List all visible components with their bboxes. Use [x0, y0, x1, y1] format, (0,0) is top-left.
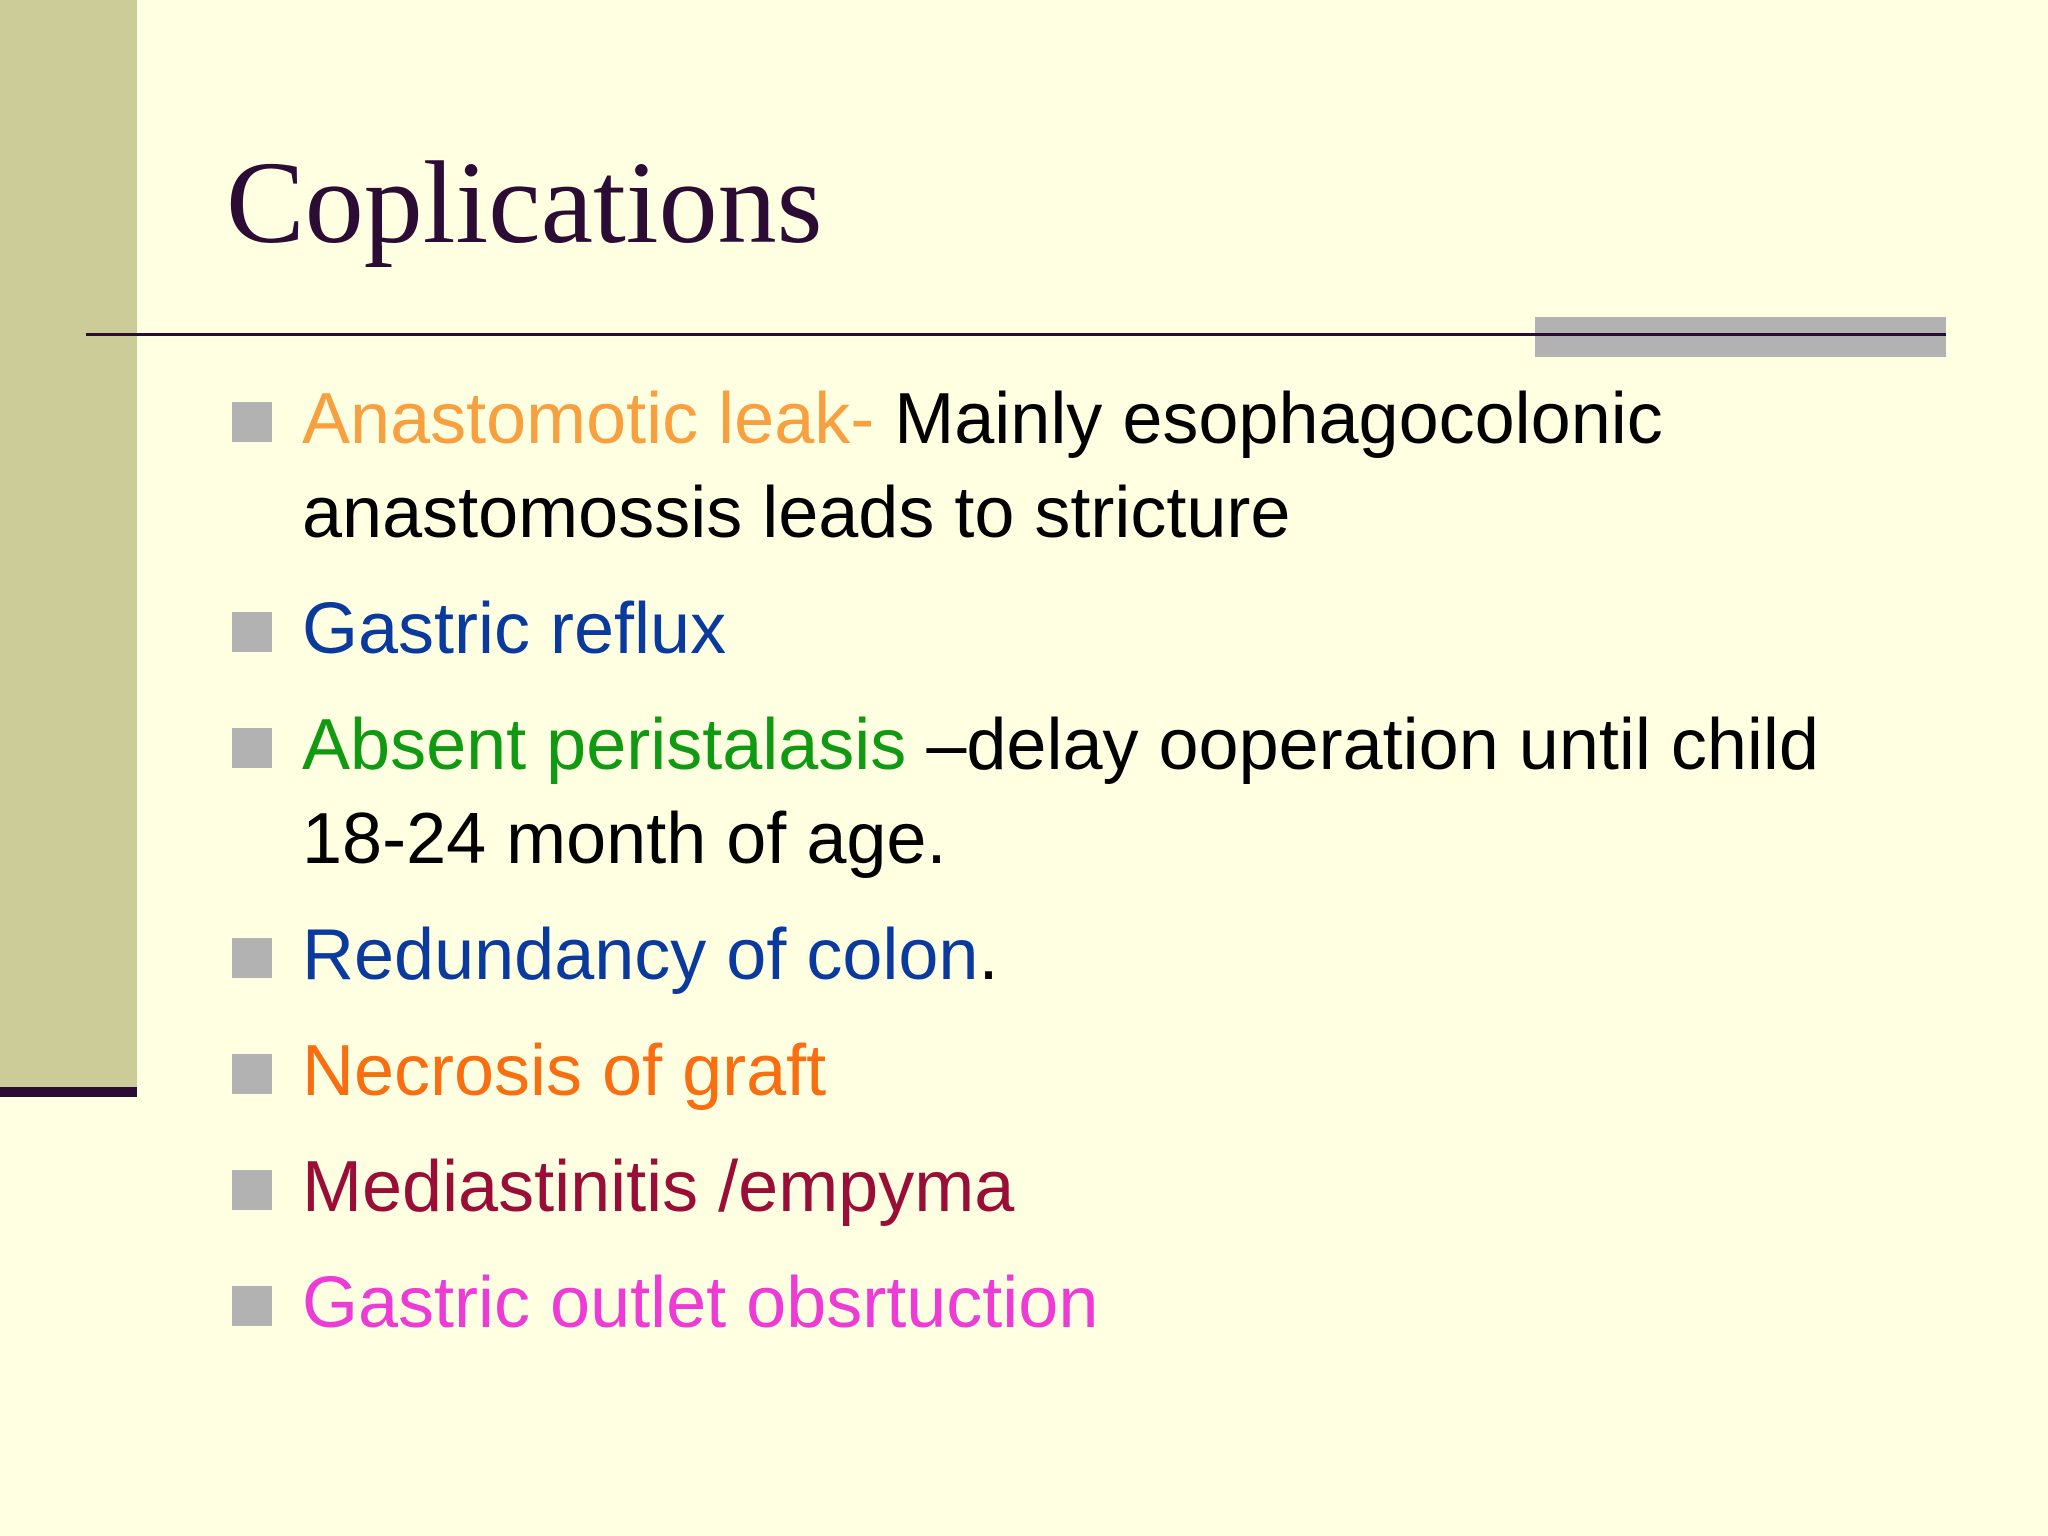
- bullet-text: Mainly esophagocolonic anastomossis leads to stricture: [302, 379, 1663, 553]
- bullet-item: [232, 908, 1912, 1002]
- bullet-text: –delay ooperation until child 18-24 month of age.: [302, 705, 1819, 879]
- square-bullet-icon: [232, 402, 272, 442]
- bullet-lead: Gastric reflux: [302, 589, 727, 669]
- bullet-lead: Anastomotic leak-: [302, 379, 875, 459]
- bullet-lead: Absent peristalasis: [302, 705, 907, 785]
- square-bullet-icon: [232, 1286, 272, 1326]
- bullet-item: [232, 1256, 1912, 1350]
- bullet-item: [232, 1024, 1912, 1118]
- left-band-rule: [0, 1087, 137, 1097]
- bullet-item: [232, 1140, 1912, 1234]
- bullet-item: [232, 372, 1912, 560]
- title-accent-line: [1535, 333, 1946, 336]
- bullet-item: [232, 582, 1912, 676]
- title-accent-bar: [1535, 317, 1946, 357]
- square-bullet-icon: [232, 1170, 272, 1210]
- square-bullet-icon: [232, 1054, 272, 1094]
- square-bullet-icon: [232, 728, 272, 768]
- bullet-lead: Mediastinitis /empyma: [302, 1147, 1015, 1227]
- bullet-item: [232, 698, 1912, 886]
- bullet-lead: Gastric outlet obsrtuction: [302, 1263, 1099, 1343]
- bullet-list: [232, 372, 1912, 1372]
- square-bullet-icon: [232, 612, 272, 652]
- bullet-lead: Necrosis of graft: [302, 1031, 827, 1111]
- bullet-lead: Redundancy of colon: [302, 915, 979, 995]
- bullet-text: .: [978, 915, 999, 995]
- slide-title: Coplications: [226, 137, 823, 268]
- left-decorative-band: [0, 0, 137, 1092]
- square-bullet-icon: [232, 938, 272, 978]
